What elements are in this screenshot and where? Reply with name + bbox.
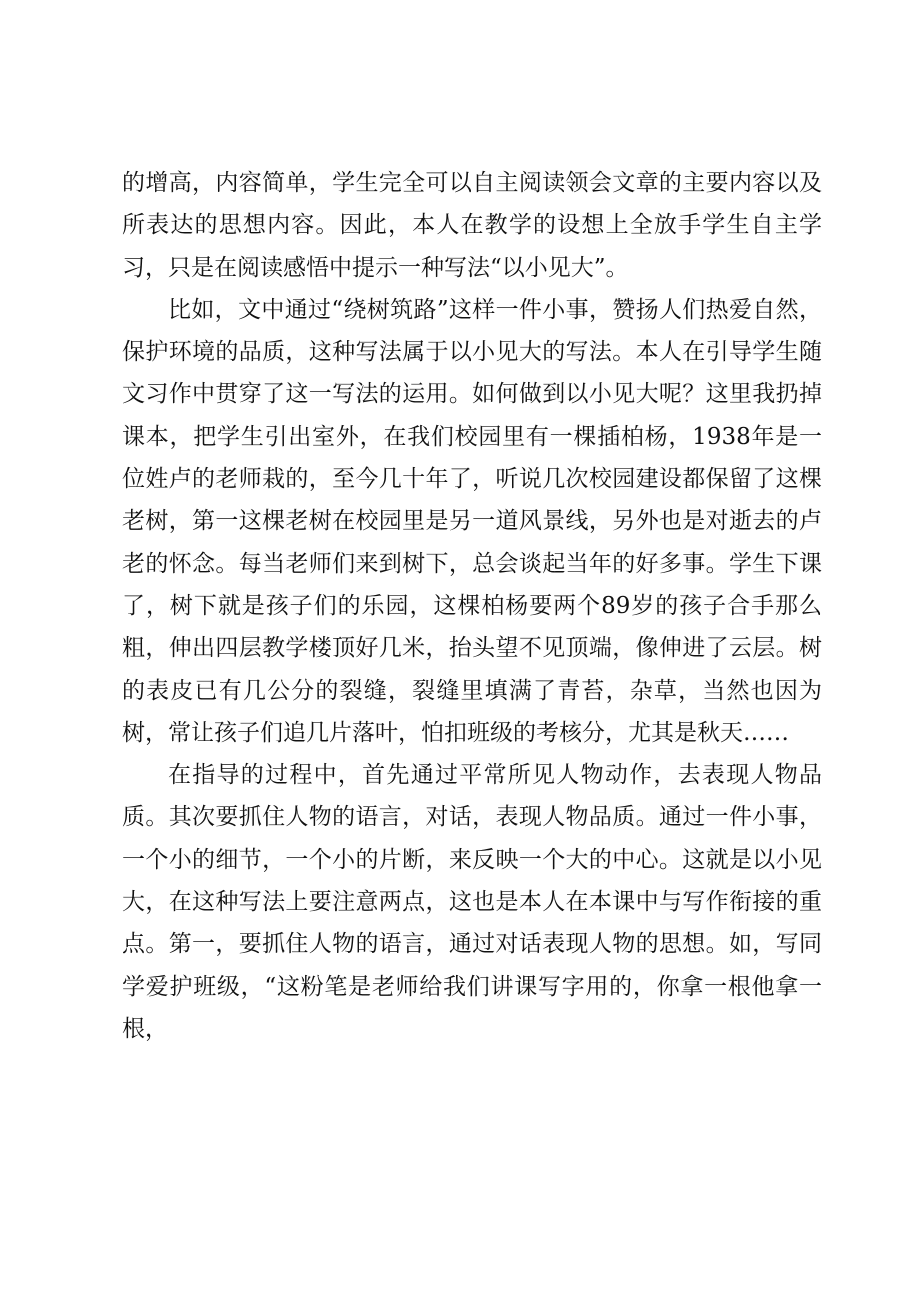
paragraph-3: 在指导的过程中，首先通过平常所见人物动作，去表现人物品质。其次要抓住人物的语言，对话，表现人物品质。通过一件小事，一个小的细节，一个小的片断，来反映一个大的中心。这就是以小见大，在这种写法上要注意两点，这也是本人在本课中与写作衔接的重点。第一，要抓住人物的语言，通过对话表现人物的思想。如，写同学爱护班级，“这粉笔是老师给我们讲课写字用的，你拿一根他拿一根，: [122, 762, 822, 1042]
paragraph-2: 比如，文中通过“绕树筑路”这样一件小事，赞扬人们热爱自然，保护环境的品质，这种写法属于以小见大的写法。本人在引导学生随文习作中贯穿了这一写法的运用。如何做到以小见大呢？这里我扔掉课本，把学生引出室外，在我们校园里有一棵插柏杨，1938年是一位姓卢的老师栽的，至今几十年了，听说几次校园建设都保留了这棵老树，第一这棵老树在校园里是另一道风景线，另外也是对逝去的卢老的怀念。每当老师们来到树下，总会谈起当年的好多事。学生下课了，树下就是孩子们的乐园，这棵柏杨要两个89岁的孩子合手那么粗，伸出四层教学楼顶好几米，抬头望不见顶端，像伸进了云层。树的表皮已有几公分的裂缝，裂缝里填满了青苔，杂草，当然也因为树，常让孩子们追几片落叶，怕扣班级的考核分，尤其是秋天……: [122, 296, 822, 746]
paragraph-1: 的增高，内容简单，学生完全可以自主阅读领会文章的主要内容以及所表达的思想内容。因此，本人在教学的设想上全放手学生自主学习，只是在阅读感悟中提示一种写法“以小见大”。: [122, 170, 822, 281]
body-text: [122, 162, 822, 1050]
